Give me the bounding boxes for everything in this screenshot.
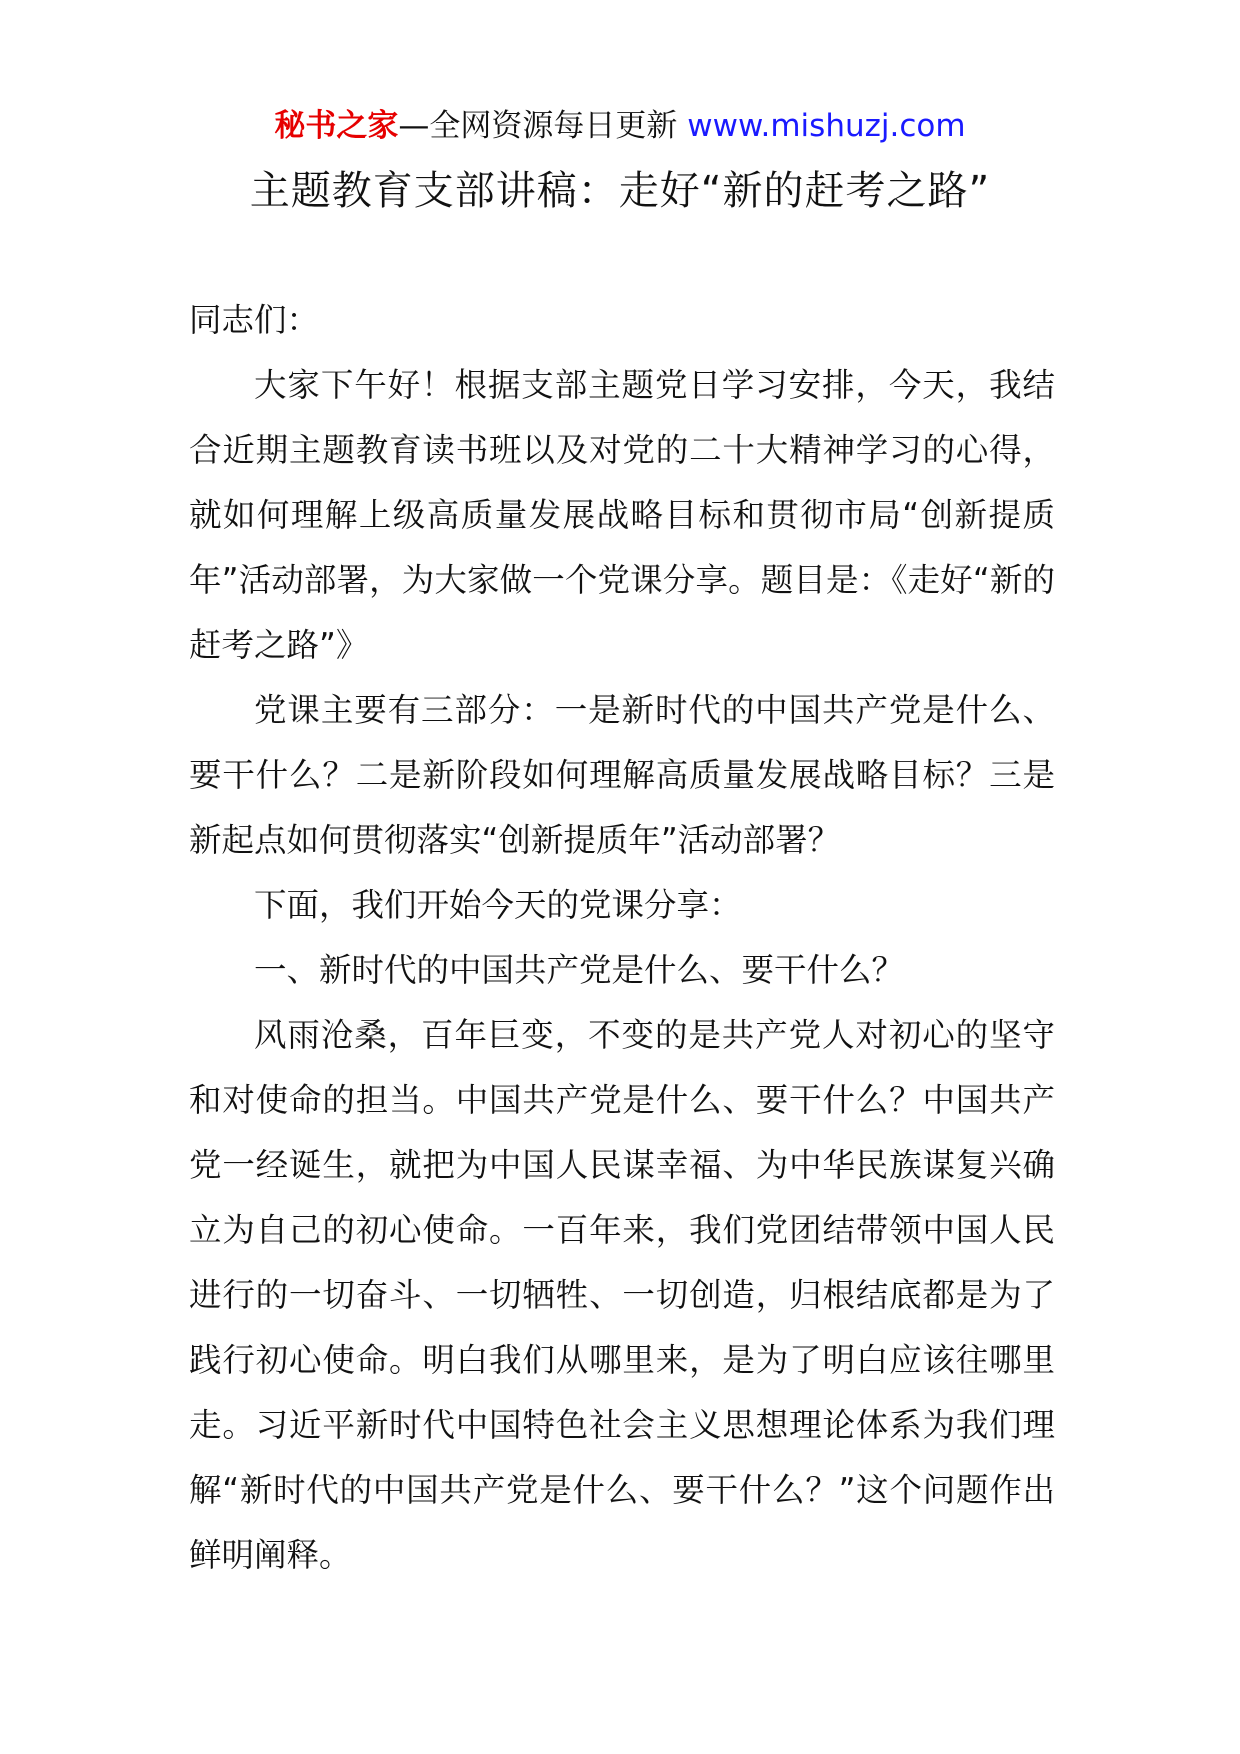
body-paragraph-outline: 党课主要有三部分：一是新时代的中国共产党是什么、要干什么？二是新阶段如何理解高质量发展战略目标？三是新起点如何贯彻落实“创新提质年”活动部署？ bbox=[189, 691, 1055, 859]
document-title: 主题教育支部讲稿：走好“新的赶考之路” bbox=[249, 168, 991, 214]
document-body bbox=[189, 288, 1055, 1588]
body-paragraph-transition: 下面，我们开始今天的党课分享： bbox=[254, 886, 742, 924]
body-paragraph-section-1: 风雨沧桑，百年巨变，不变的是共产党人对初心的坚守和对使命的担当。中国共产党是什么、要干什么？中国共产党一经诞生，就把为中国人民谋幸福、为中华民族谋复兴确立为自己的初心使命。一百年来，我们党团结带领中国人民进行的一切奋斗、一切牺牲、一切创造，归根结底都是为了践行初心使命。明白我们从哪里来，是为了明白应该往哪里走。习近平新时代中国特色社会主义思想理论体系为我们理解“新时代的中国共产党是什么、要干什么？”这个问题作出鲜明阐释。 bbox=[189, 1016, 1055, 1574]
header-slogan: —全网资源每日更新 bbox=[398, 108, 688, 144]
section-heading-1: 一、新时代的中国共产党是什么、要干什么？ bbox=[254, 951, 905, 989]
salutation: 同志们： bbox=[189, 301, 320, 339]
body-paragraph-intro: 大家下午好！根据支部主题党日学习安排，今天，我结合近期主题教育读书班以及对党的二十大精神学习的心得，就如何理解上级高质量发展战略目标和贯彻市局“创新提质年”活动部署，为大家做一个党课分享。题目是：《走好“新的赶考之路”》 bbox=[189, 366, 1055, 664]
brand-name: 秘书之家 bbox=[274, 108, 399, 144]
site-url-link[interactable]: www.mishuzj.com bbox=[687, 108, 966, 144]
site-header bbox=[0, 104, 1240, 148]
